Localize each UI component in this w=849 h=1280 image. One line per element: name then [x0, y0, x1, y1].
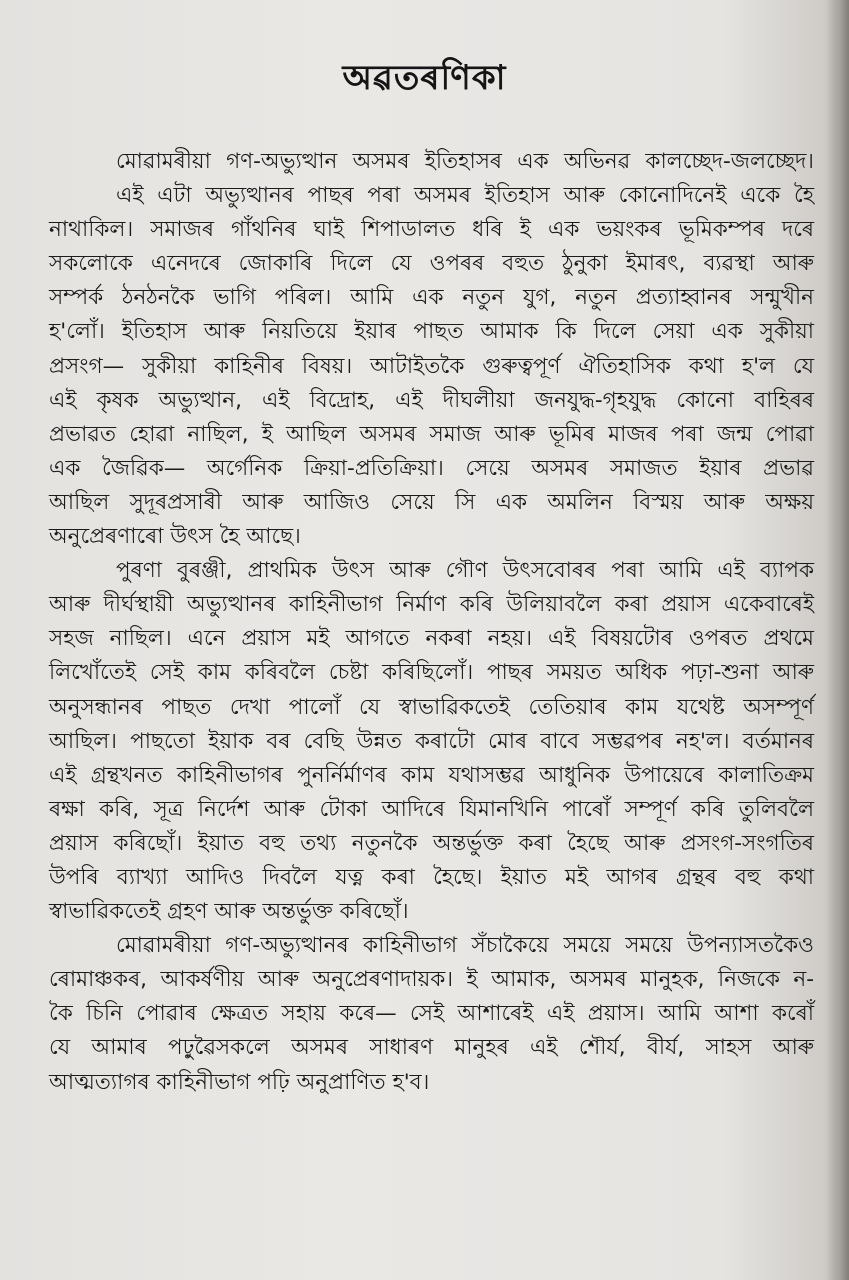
text-line: এই কৃষক অভ্যুত্থান, এই বিদ্ৰোহ, এই দীঘলীয়া জনযুদ্ধ-গৃহযুদ্ধ কোনো বাহিৰৰ — [49, 387, 814, 413]
text-line: সম্পৰ্ক ঠনঠনকৈ ভাগি পৰিল। আমি এক নতুন যুগ, নতুন প্ৰত্যাহ্বানৰ সন্মুখীন — [49, 285, 814, 311]
text-line: এই এটা অভ্যুত্থানৰ পাছৰ পৰা অসমৰ ইতিহাস আৰু কোনোদিনেই একে হৈ — [116, 183, 814, 209]
text-line: আত্মত্যাগৰ কাহিনীভাগ পঢ়ি অনুপ্ৰাণিত হ'ব। — [49, 1069, 430, 1095]
text-line: ৰোমাঞ্চকৰ, আকৰ্ষণীয় আৰু অনুপ্ৰেৰণাদায়ক। ই আমাক, অসমৰ মানুহক, নিজকে ন- — [49, 967, 814, 993]
text-line: যে আমাৰ পঢ়ুৱৈসকলে অসমৰ সাধাৰণ মানুহৰ এই শৌৰ্য, বীৰ্য, সাহস আৰু — [49, 1035, 814, 1061]
text-line: আছিল সুদূৰপ্ৰসাৰী আৰু আজিও সেয়ে সি এক অমলিন বিস্ময় আৰু অক্ষয় — [49, 489, 814, 515]
text-line: এই গ্ৰন্থখনত কাহিনীভাগৰ পুনৰ্নিৰ্মাণৰ কাম যথাসম্ভৱ আধুনিক উপায়েৰে কালাতিক্ৰম — [49, 762, 814, 788]
page-edge-shadow — [827, 0, 849, 1280]
text-line: লিখোঁতেই সেই কাম কৰিবলৈ চেষ্টা কৰিছিলোঁ। পাছৰ সময়ত অধিক পঢ়া-শুনা আৰু — [49, 660, 814, 686]
text-line: সকলোকে এনেদৰে জোকাৰি দিলে যে ওপৰৰ বহুত ঠুনুকা ইমাৰৎ, ব্যৱস্থা আৰু — [49, 251, 814, 277]
text-line: এক জৈৱিক— অৰ্গেনিক ক্ৰিয়া-প্ৰতিক্ৰিয়া। সেয়ে অসমৰ সমাজত ইয়াৰ প্ৰভাৱ — [49, 455, 814, 481]
text-line: মোৱামৰীয়া গণ-অভ্যুত্থানৰ কাহিনীভাগ সঁচাকৈয়ে সময়ে সময়ে উপন্যাসতকৈও — [116, 933, 814, 959]
text-line: আৰু দীৰ্ঘস্থায়ী অভ্যুত্থানৰ কাহিনীভাগ নিৰ্মাণ কৰি উলিয়াবলৈ কৰা প্ৰয়াস একেবাৰেই — [49, 592, 814, 618]
text-line: প্ৰভাৱত হোৱা নাছিল, ই আছিল অসমৰ সমাজ আৰু ভূমিৰ মাজৰ পৰা জন্ম পোৱা — [49, 421, 814, 447]
text-line: আছিল। পাছতো ইয়াক বৰ বেছি উন্নত কৰাটো মোৰ বাবে সম্ভৱপৰ নহ'ল। বৰ্তমানৰ — [49, 728, 814, 754]
text-line: প্ৰসংগ— সুকীয়া কাহিনীৰ বিষয়। আটাইতকৈ গুৰুত্বপূৰ্ণ ঐতিহাসিক কথা হ'ল যে — [49, 353, 814, 379]
text-line: ৰক্ষা কৰি, সূত্ৰ নিৰ্দেশ আৰু টোকা আদিৰে যিমানখিনি পাৰোঁ সম্পূৰ্ণ কৰি তুলিবলৈ — [49, 796, 814, 822]
text-line: নাথাকিল। সমাজৰ গাঁথনিৰ ঘাই শিপাডালত ধৰি ই এক ভয়ংকৰ ভূমিকম্পৰ দৰে — [49, 217, 814, 243]
text-line: স্বাভাৱিকতেই গ্ৰহণ আৰু অন্তৰ্ভুক্ত কৰিছোঁ। — [49, 899, 409, 925]
page-title: অৱতৰণিকা — [342, 58, 507, 98]
text-line: অনুপ্ৰেৰণাৰো উৎস হৈ আছে। — [49, 524, 301, 550]
text-line: হ'লোঁ। ইতিহাস আৰু নিয়তিয়ে ইয়াৰ পাছত আমাক কি দিলে সেয়া এক সুকীয়া — [49, 319, 814, 345]
text-line: অনুসন্ধানৰ পাছত দেখা পালোঁ যে স্বাভাৱিকতেই তেতিয়াৰ কাম যথেষ্ট অসম্পূৰ্ণ — [49, 694, 814, 720]
preface-text — [49, 145, 814, 1100]
text-line: সহজ নাছিল। এনে প্ৰয়াস মই আগতে নকৰা নহয়। এই বিষয়টোৰ ওপৰত প্ৰথমে — [49, 626, 814, 652]
text-line: মোৱামৰীয়া গণ-অভ্যুত্থান অসমৰ ইতিহাসৰ এক অভিনৱ কালচ্ছেদ-জলচ্ছেদ। — [116, 149, 814, 174]
text-line: কৈ চিনি পোৱাৰ ক্ষেত্ৰত সহায় কৰে— সেই আশাৰেই এই প্ৰয়াস। আমি আশা কৰোঁ — [49, 1001, 814, 1027]
text-line: প্ৰয়াস কৰিছোঁ। ইয়াত বহু তথ্য নতুনকৈ অন্তৰ্ভুক্ত কৰা হৈছে আৰু প্ৰসংগ-সংগতিৰ — [49, 830, 814, 856]
text-line: পুৰণা বুৰঞ্জী, প্ৰাথমিক উৎস আৰু গৌণ উৎসবোৰৰ পৰা আমি এই ব্যাপক — [116, 558, 814, 584]
text-line: উপৰি ব্যাখ্যা আদিও দিবলৈ যত্ন কৰা হৈছে। ইয়াত মই আগৰ গ্ৰন্থৰ বহু কথা — [49, 864, 814, 890]
